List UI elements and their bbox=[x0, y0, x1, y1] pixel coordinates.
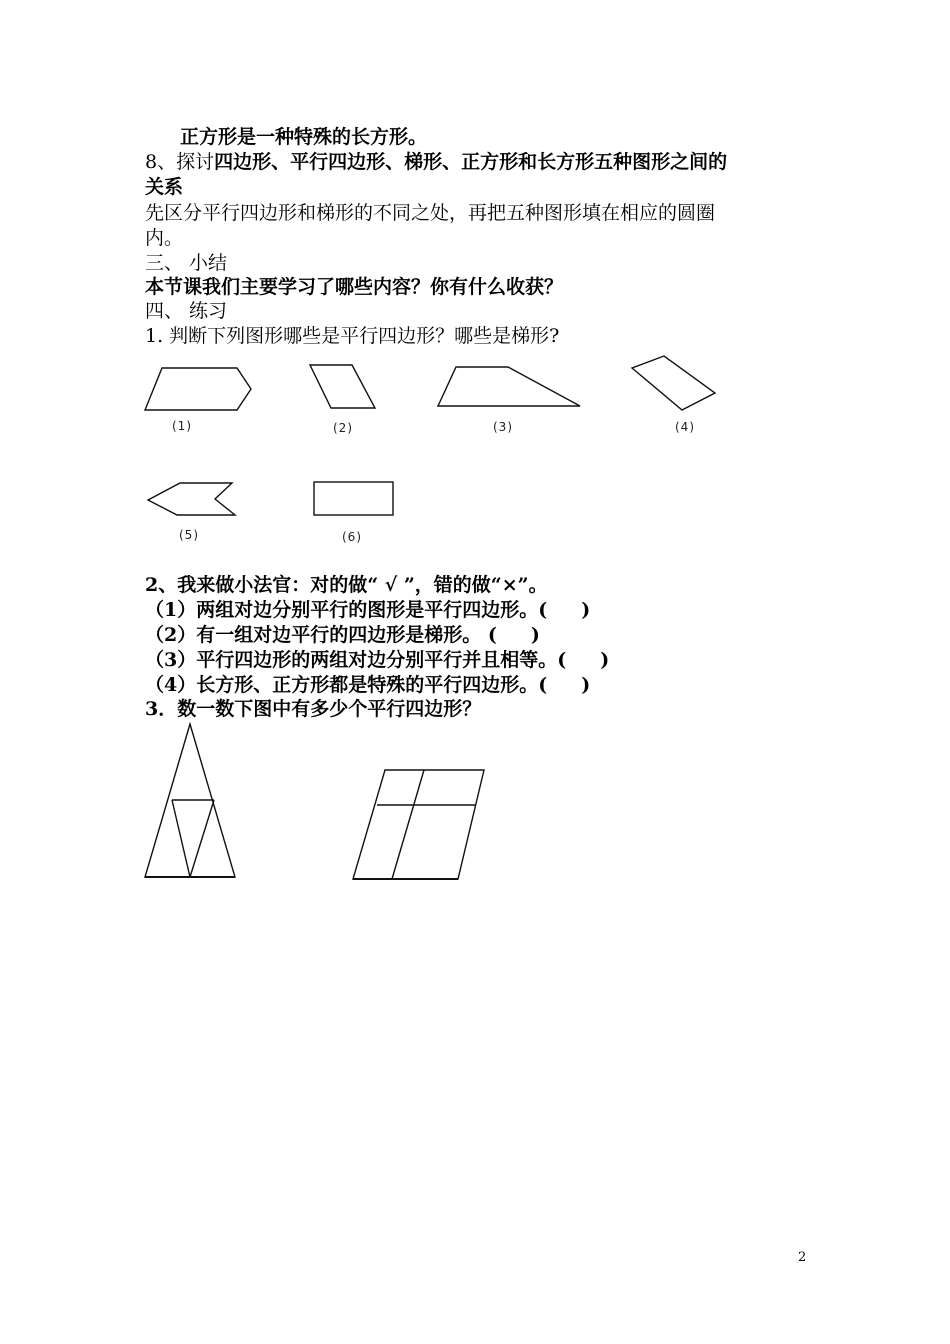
summary-question: 本节课我们主要学习了哪些内容？你有什么收获？ bbox=[145, 276, 564, 298]
question-3: 3．数一数下图中有多少个平行四边形？ bbox=[145, 698, 482, 720]
judge-close: ) bbox=[581, 674, 591, 696]
judge-close: ) bbox=[581, 599, 591, 621]
judge-num: （4） bbox=[145, 674, 197, 696]
triangle-figure bbox=[145, 724, 235, 877]
line-instruction-end: 内。 bbox=[145, 227, 184, 249]
line-square-special: 正方形是一种特殊的长方形。 bbox=[180, 126, 428, 148]
judge-num: （1） bbox=[145, 599, 197, 621]
shape-4 bbox=[632, 356, 715, 410]
heading-practice: 四、 练习 bbox=[145, 300, 228, 322]
heading-summary: 三、 小结 bbox=[145, 252, 228, 274]
parallelogram-figure bbox=[353, 770, 484, 879]
judge-close: ) bbox=[530, 624, 540, 646]
label-3: (3) bbox=[493, 420, 513, 434]
judge-num: （2） bbox=[145, 624, 197, 646]
label-2: (2) bbox=[333, 421, 353, 435]
judge-item-3 bbox=[145, 648, 609, 673]
line-instruction: 先区分平行四边形和梯形的不同之处，再把五种图形填在相应的圆圈 bbox=[145, 202, 716, 224]
judge-num: （3） bbox=[145, 649, 197, 671]
judge-item-4 bbox=[145, 673, 590, 698]
label-1: (1) bbox=[172, 419, 192, 433]
judge-item-2 bbox=[145, 623, 540, 648]
page-number: 2 bbox=[798, 1250, 807, 1265]
shape-6 bbox=[314, 482, 393, 515]
item8-topic: 四边形、平行四边形、梯形、正方形和长方形五种图形之间的 bbox=[214, 151, 728, 173]
shape-5 bbox=[148, 483, 235, 515]
label-4: (4) bbox=[675, 420, 695, 434]
shape-1 bbox=[145, 368, 251, 410]
question-1: 1. 判断下列图形哪些是平行四边形？哪些是梯形? bbox=[145, 325, 560, 347]
judge-text: 平行四边形的两组对边分别平行并且相等。( bbox=[196, 649, 567, 671]
item8-prefix: 8、探讨 bbox=[145, 151, 215, 173]
judge-title: 2、我来做小法官：对的做“ √ ”，错的做“×”。 bbox=[145, 574, 548, 596]
shape-3 bbox=[438, 367, 580, 406]
judge-text: 有一组对边平行的四边形是梯形。 ( bbox=[196, 624, 497, 646]
label-6: (6) bbox=[342, 530, 362, 544]
judge-text: 两组对边分别平行的图形是平行四边形。( bbox=[196, 599, 548, 621]
label-5: (5) bbox=[179, 528, 199, 542]
judge-text: 长方形、正方形都是特殊的平行四边形。( bbox=[196, 674, 548, 696]
line-relation: 关系 bbox=[145, 176, 184, 198]
judge-close: ) bbox=[600, 649, 610, 671]
shape-2 bbox=[310, 365, 375, 408]
judge-item-1 bbox=[145, 598, 590, 623]
